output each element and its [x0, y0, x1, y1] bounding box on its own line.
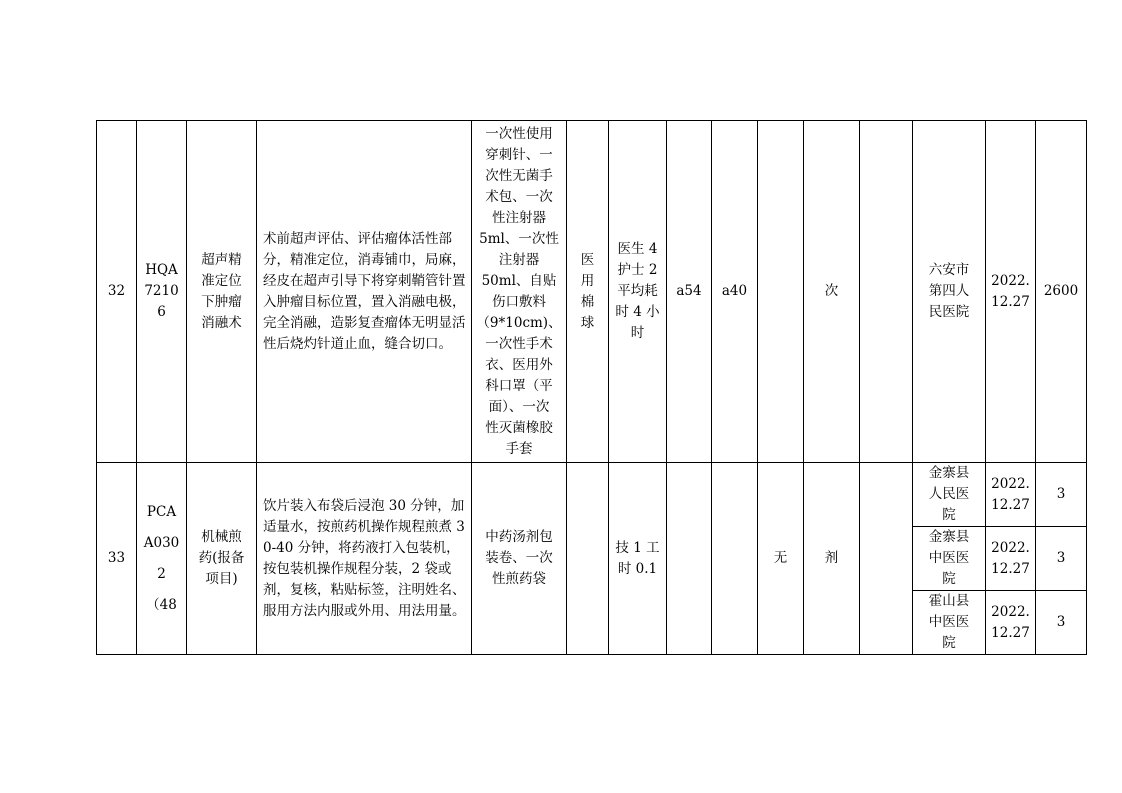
row-number: 33	[97, 463, 137, 655]
item-date: 2022. 12.27	[986, 463, 1036, 527]
item-col-d	[860, 121, 913, 463]
item-price: 3	[1036, 527, 1087, 591]
item-excluded	[567, 463, 609, 655]
item-name: 超声精 准定位 下肿瘤 消融术	[187, 121, 257, 463]
item-hospital: 霍山县 中医医 院	[913, 591, 986, 655]
item-materials: 一次性使用 穿刺针、一 次性无菌手 术包、一次 性注射器 5ml、一次性 注射器 50ml、自贴 伤口敷料 （9*10cm)、 一次性手术 衣、医用外 科口罩（平 面）、一次 性灭菌橡胶 手套	[472, 121, 567, 463]
item-hospital: 金寨县 中医医 院	[913, 527, 986, 591]
item-hospital: 金寨县 人民医 院	[913, 463, 986, 527]
item-code-line: PCA	[146, 503, 177, 520]
item-unit: 次	[804, 121, 860, 463]
item-unit: 剂	[804, 463, 860, 655]
row-number: 32	[97, 121, 137, 463]
item-col-b	[712, 463, 758, 655]
item-price: 3	[1036, 591, 1087, 655]
table-row	[97, 121, 1087, 463]
item-hospital: 六安市 第四人 民医院	[913, 121, 986, 463]
pricing-table	[96, 120, 1087, 655]
table-row	[97, 463, 1087, 527]
item-col-c	[758, 121, 804, 463]
item-name: 机械煎 药(报备 项目)	[187, 463, 257, 655]
item-date: 2022. 12.27	[986, 591, 1036, 655]
item-price: 3	[1036, 463, 1087, 527]
item-code-line: 2	[157, 565, 166, 582]
item-staff-time: 技 1 工 时 0.1	[609, 463, 667, 655]
item-code-line: （48	[146, 596, 177, 613]
item-col-a	[667, 463, 712, 655]
item-date: 2022. 12.27	[986, 527, 1036, 591]
item-content: 饮片装入布袋后浸泡 30 分钟，加适量水，按煎药机操作规程煎煮 30-40 分钟，将药液打入包装机，按包装机操作规程分装，2 袋或剂，复核，粘贴标签，注明姓名、服用方法内服或外用、用法用量。	[257, 463, 472, 655]
item-code: HQA 7210 6	[137, 121, 187, 463]
item-code	[137, 463, 187, 655]
item-date: 2022. 12.27	[986, 121, 1036, 463]
item-col-a: a54	[667, 121, 712, 463]
item-content: 术前超声评估、评估瘤体活性部分，精准定位，消毒铺巾，局麻，经皮在超声引导下将穿刺鞘管针置入肿瘤目标位置，置入消融电极，完全消融，造影复查瘤体无明显活性后烧灼针道止血，缝合切口。	[257, 121, 472, 463]
item-code-line: A030	[143, 534, 180, 551]
item-price: 2600	[1036, 121, 1087, 463]
item-col-d	[860, 463, 913, 655]
item-excluded: 医 用 棉 球	[567, 121, 609, 463]
item-col-b: a40	[712, 121, 758, 463]
item-materials: 中药汤剂包 装卷、一次 性煎药袋	[472, 463, 567, 655]
item-staff-time: 医生 4 护士 2 平均耗 时 4 小 时	[609, 121, 667, 463]
item-col-c: 无	[758, 463, 804, 655]
